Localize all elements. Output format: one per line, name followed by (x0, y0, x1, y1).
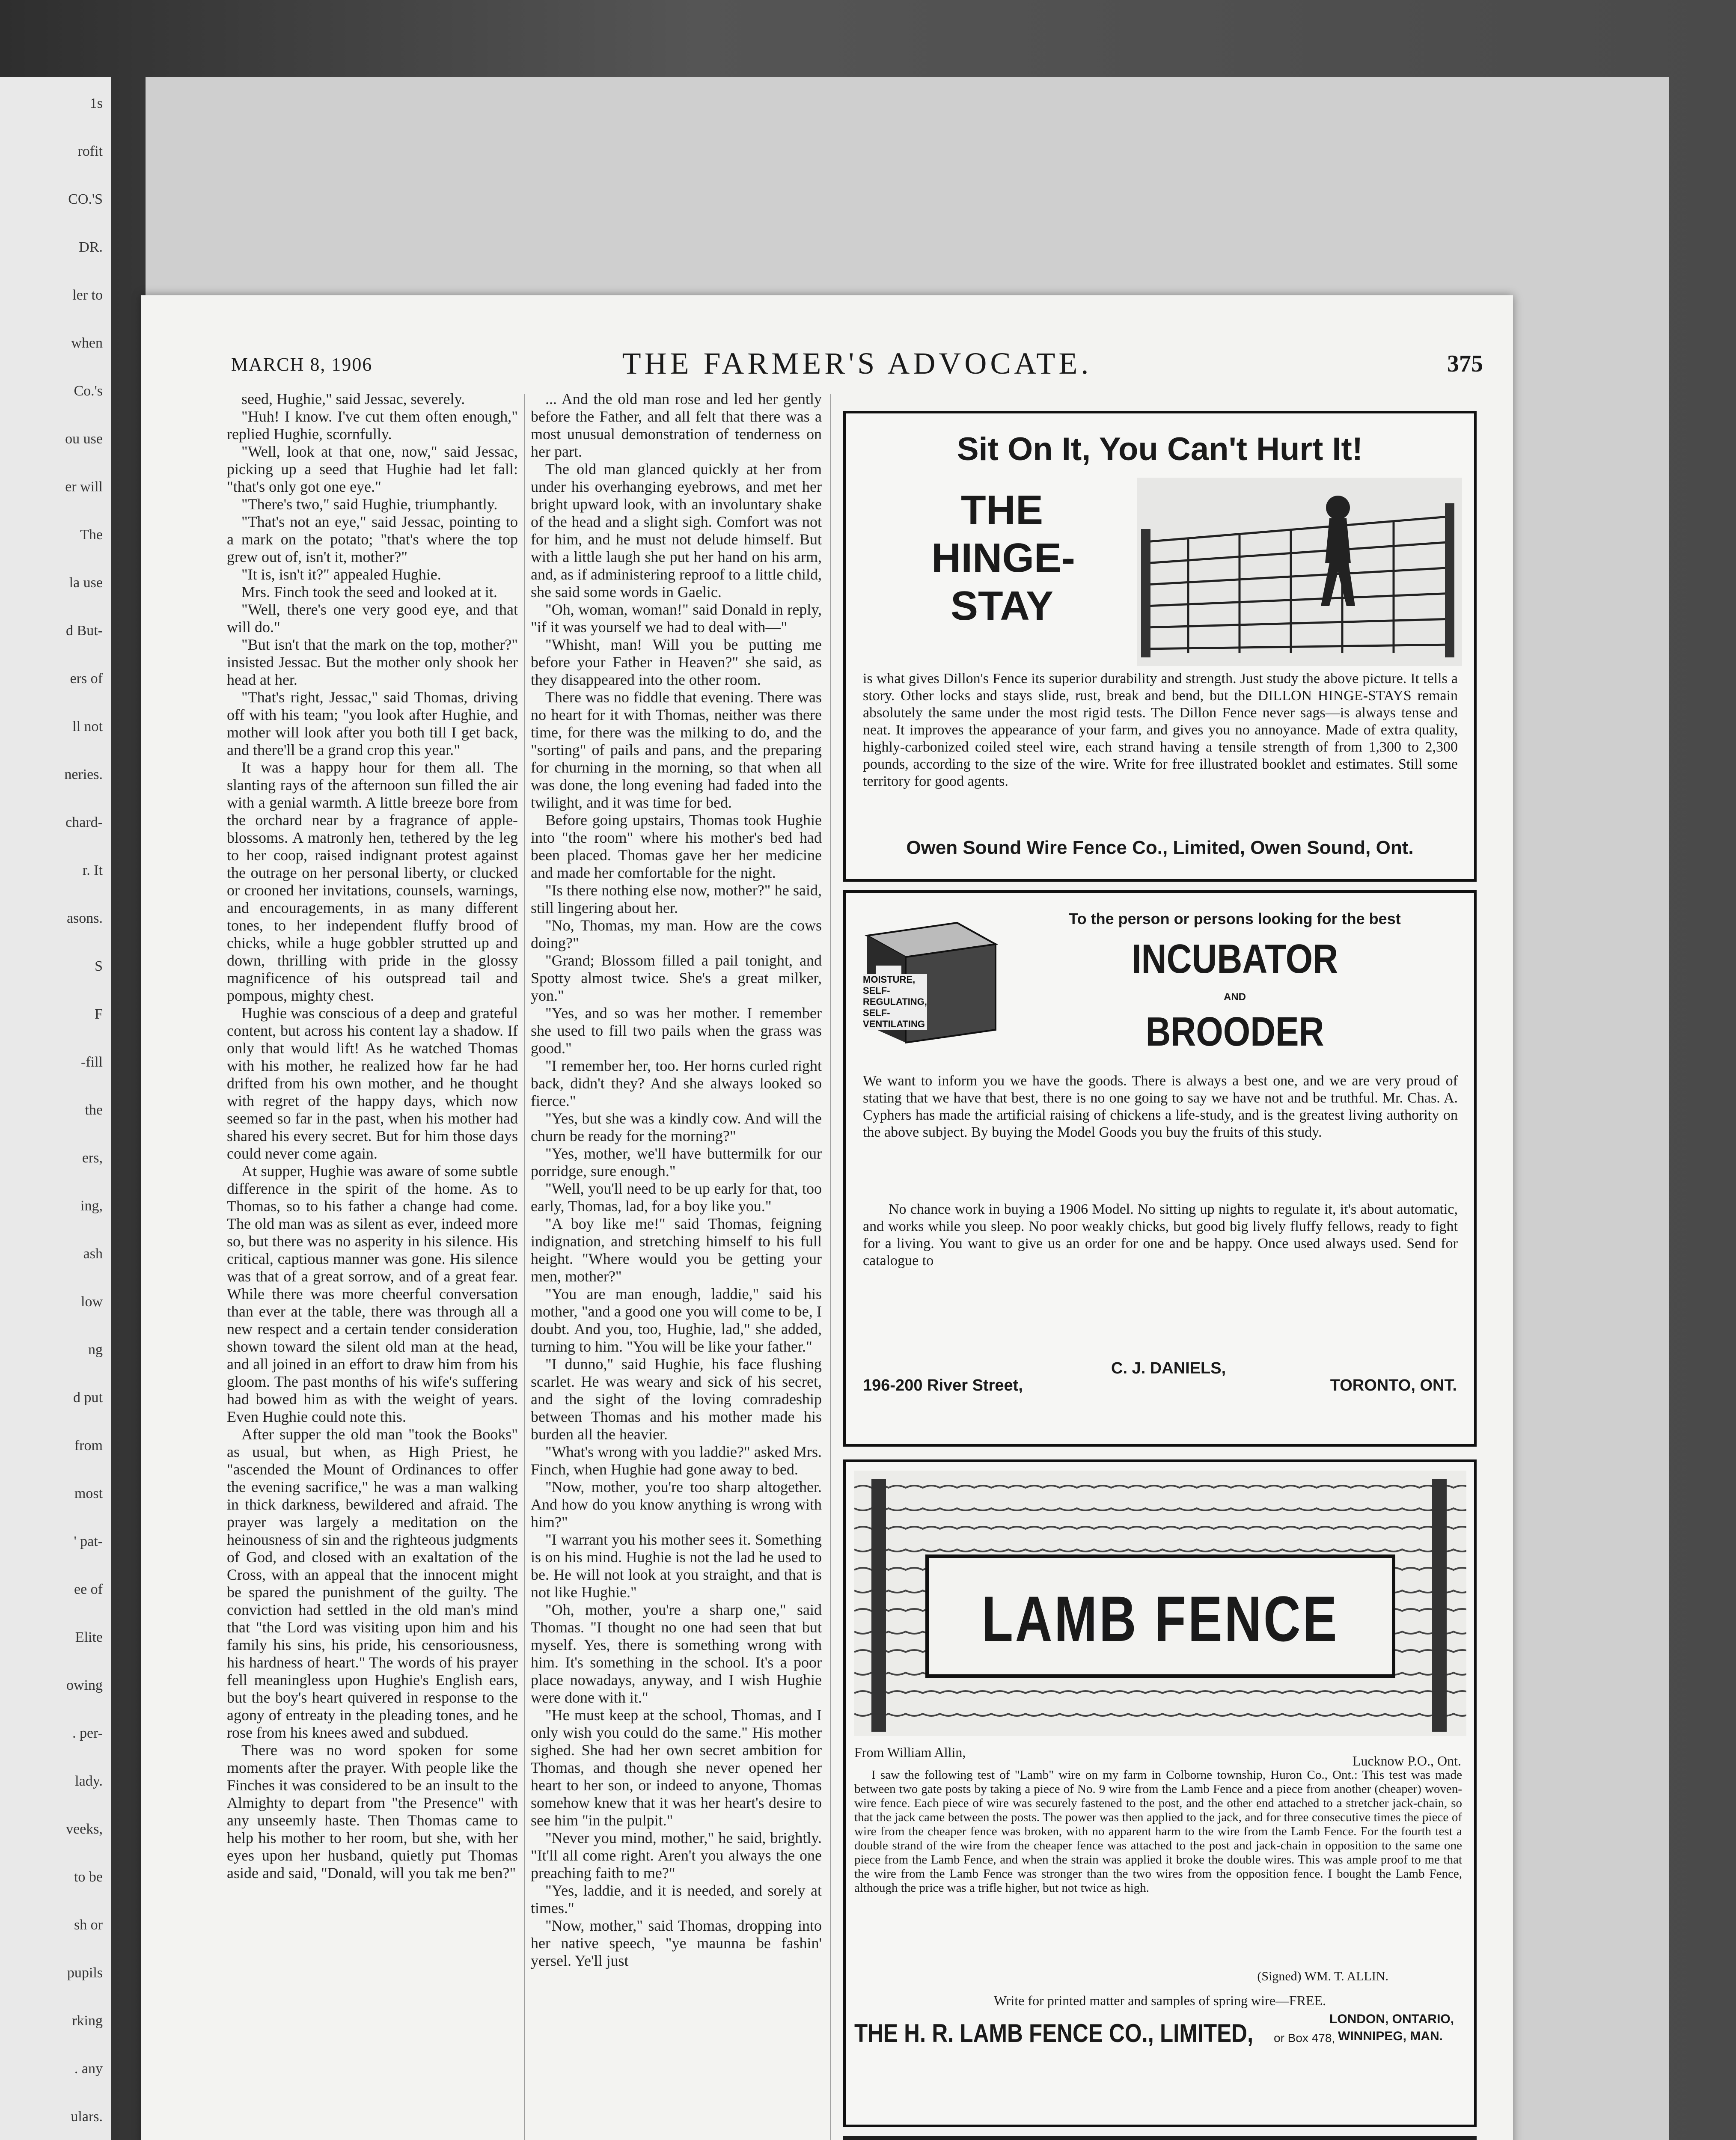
incubator-city: TORONTO, ONT. (1330, 1376, 1457, 1394)
testimonial-signed: (Signed) WM. T. ALLIN. (1257, 1969, 1388, 1983)
left-page-fragment: ou use (65, 431, 103, 447)
left-page-fragment: la use (69, 575, 103, 591)
story-paragraph: "I warrant you his mother sees it. Something is on his mind. Hughie is not the lad he used to be. He will not look at you straight, and that is not like Hughie." (531, 1531, 822, 1601)
column-rule (830, 394, 831, 2140)
story-paragraph: The old man glanced quickly at her from under his overhanging eyebrows, and met her bright upward look, with an involuntary shake of the head and a slight sigh. Comfort was not for him, and he must not delude himself. But with a little laugh she put her hand on his arm, and, as if administering reproof to a little child, she said some words in Gaelic. (531, 461, 822, 600)
testimonial-location: Lucknow P.O., Ont. (1352, 1753, 1461, 1768)
lamb-city-1: LONDON, ONTARIO, (1329, 2012, 1454, 2026)
story-paragraph: "Well, you'll need to be up early for that, too early, Thomas, lad, for a boy like you." (531, 1180, 822, 1215)
story-paragraph: "That's not an eye," said Jessac, pointing to a mark on the potato; "that's where the top grew out of, isn't it, mother?" (227, 513, 518, 565)
story-paragraph: "Whisht, man! Will you be putting me before your Father in Heaven?" she said, as they disappeared into the other room. (531, 636, 822, 688)
ad-headline: Sit On It, You Can't Hurt It! (957, 431, 1363, 467)
fence-illustration (1137, 478, 1462, 666)
left-page-fragment: chard- (65, 814, 103, 830)
story-paragraph: "Well, look at that one, now," said Jessac, picking up a seed that Hughie had let fall: "that's only got one eye." (227, 443, 518, 495)
swenson-banner (843, 2136, 1477, 2140)
incubator-address: 196-200 River Street, (863, 1376, 1023, 1394)
story-paragraph: Before going upstairs, Thomas took Hughie into "the room" where his mother's bed had been placed. Thomas gave her her medicine and made her comfortable for the night. (531, 811, 822, 881)
left-page-fragment: the (85, 1102, 103, 1118)
left-page-fragment: owing (66, 1677, 103, 1693)
incubator-intro: To the person or persons looking for the best (1069, 910, 1401, 927)
lamb-write: Write for printed matter and samples of spring wire—FREE. (993, 1993, 1326, 2008)
story-paragraph: Hughie was conscious of a deep and grateful content, but across his content lay a shadow. If only that would lift! As he watched Thomas with his mother, he realized how far he had drifted from his own mother, and he thought with regret of the happy days, which now seemed so far in the past, when his mother had shared his every secret. But for him those days could never come again. (227, 1005, 518, 1162)
ad-body: is what gives Dillon's Fence its superior durability and strength. Just study the above picture. It tells a story. Other locks and stays slide, rust, break and bend, but the DILLON HINGE-STAYS remain absolutely the same under the most rigid tests. The Dillon Fence never sags—is always tense and neat. It improves the appearance of your farm, and gives you no annoyance. Made of extra quality, highly-carbonized coiled steel wire, each strand having a tensile strength of from 1,300 to 2,300 pounds, according to the size of the wire. Write for free illustrated booklet and estimates. Still some territory for good agents. (863, 671, 1458, 789)
left-page-fragment: most (74, 1486, 103, 1501)
left-page-fragment: ulars. (71, 2109, 103, 2125)
left-page-fragment: neries. (64, 767, 103, 782)
story-paragraph: "What's wrong with you laddie?" asked Mrs. Finch, when Hughie had gone away to bed. (531, 1443, 822, 1478)
left-page-fragment: rking (72, 2013, 103, 2029)
hinge-stay-title: THE HINGE- STAY (931, 487, 1075, 629)
story-paragraph: "That's right, Jessac," said Thomas, driving off with his team; "you look after Hughie, and mother will look after you both till I get back, and there'll be a grand crop this year." (227, 689, 518, 758)
left-page-fragment: S (95, 958, 103, 974)
story-paragraph: Mrs. Finch took the seed and looked at it. (241, 583, 497, 600)
column-rule (524, 394, 525, 2140)
lamb-city-2: WINNIPEG, MAN. (1338, 2029, 1443, 2043)
left-page-fragment: -fill (81, 1054, 103, 1070)
newspaper-page (141, 295, 1513, 2140)
left-page-fragment: . per- (72, 1725, 103, 1741)
story-column-1 (227, 390, 518, 2140)
story-paragraph: There was no fiddle that evening. There was no heart for it with Thomas, neither was there time, for there was the milking to do, and the "sorting" of pails and pans, and the preparing for churning in the morning, so that when all was done, the long evening had faded into the twilight, and it was time for bed. (531, 689, 822, 811)
story-paragraph: "Grand; Blossom filled a pail tonight, and Spotty almost twice. She's a great milker, yon." (531, 952, 822, 1004)
lamb-box: or Box 478, (1274, 2031, 1335, 2045)
ad-lamb-fence (843, 1459, 1477, 2127)
story-paragraph: seed, Hughie," said Jessac, severely. (241, 390, 465, 407)
story-paragraph: "Yes, and so was her mother. I remember she used to fill two pails when the grass was good." (531, 1005, 822, 1057)
left-page-fragment: pupils (67, 1965, 103, 1981)
story-paragraph: It was a happy hour for them all. The slanting rays of the afternoon sun filled the air with a genial warmth. A little breeze bore from the orchard near by a fragrance of apple-blossoms. A matronly hen, tethered by the leg to her coop, raised indignant protest against the outrage on her personal liberty, or clucked or crooned her invitations, counsels, warnings, and encouragements, in as many different tones, to her independent fluffy brood of chicks, while a huge gobbler strutted up and down, thrilling with pride in the glossy magnificence of his outspread tail and pompous, mighty chest. (227, 759, 518, 1004)
ad-company: Owen Sound Wire Fence Co., Limited, Owen Sound, Ont. (906, 837, 1414, 858)
incubator-and: AND (1224, 991, 1246, 1003)
left-page-fragment: rofit (77, 143, 103, 159)
story-paragraph: "Is there nothing else now, mother?" he said, still lingering about her. (531, 882, 822, 916)
story-paragraph: "But isn't that the mark on the top, mother?" insisted Jessac. But the mother only shook her head at her. (227, 636, 518, 688)
left-page-fragment: ' pat- (74, 1534, 103, 1549)
lamb-fence-logo: LAMB FENCE (981, 1583, 1339, 1655)
story-paragraph: "A boy like me!" said Thomas, feigning indignation, and stretching himself to his full height. "Where would you be getting your men, mother?" (531, 1215, 822, 1285)
story-paragraph: There was no word spoken for some moments after the prayer. With people like the Finches it was considered to be an insult to the Almighty to depart from "the Presence" with any unseemly haste. Then Thomas came to help his mother to her room, but she, with her eyes upon her husband, quietly put Thomas aside and said, "Donald, will you tak me ben?" (227, 1742, 518, 1881)
story-paragraph: "Never you mind, mother," he said, brightly. "It'll all come right. Aren't you always the one preaching faith to me?" (531, 1829, 822, 1881)
adjacent-left-page (0, 77, 111, 2140)
story-paragraph: "You are man enough, laddie," said his mother, "and a good one you will come to be, I doubt. And you, too, Hughie, lad," she added, turning to him. "You will be like your father." (531, 1285, 822, 1355)
story-paragraph: After supper the old man "took the Books" as usual, but when, as High Priest, he "ascended the Mount of Ordinances to offer the evening sacrifice," he was a man walking in thick darkness, bewildered and afraid. The prayer was largely a meditation on the heinousness of sin and the righteous judgments of God, and closed with an exaltation of the Cross, with an appeal that the innocent might be spared the punishment of the guilty. The conviction had settled in the old man's mind that "the Lord was visiting upon him and his family his sins, his pride, his censoriousness, his hardness of heart." The words of his prayer fell meaningless upon Hughie's English ears, but the boy's heart quivered in response to the agony of entreaty in the pleading tones, and he rose from his knees awed and subdued. (227, 1426, 518, 1741)
story-paragraph: "Well, there's one very good eye, and that will do." (227, 601, 518, 636)
story-paragraph: "Oh, woman, woman!" said Donald in reply, "if it was yourself we had to deal with—" (531, 601, 822, 636)
left-page-fragment: er will (65, 479, 103, 495)
left-page-fragment: r. It (82, 862, 103, 878)
left-page-fragment: asons. (66, 910, 103, 926)
incubator-title: INCUBATOR (1131, 936, 1338, 982)
left-page-fragment: The (80, 527, 103, 543)
story-paragraph: "Oh, mother, you're a sharp one," said Thomas. "I thought no one had seen that but myself. Yes, there is something wrong with him. It's something in the school. It's a poor place nowadays, anyway, and I wish Hughie were done with it." (531, 1601, 822, 1706)
story-paragraph: At supper, Hughie was aware of some subtle difference in the spirit of the home. As to Thomas, so to his father a change had come. The old man was as silent as ever, indeed more so, but there was no asperity in his silence. His critical, captious manner was gone. His silence was that of a great sorrow, and of a great fear. While there was more cheerful conversation than ever at the table, there was through all a new respect and a certain tender consideration shown toward the silent old man at the head, and all joined in an effort to draw him from his gloom. The past months of his wife's suffering had bowed him as with the weight of years. Even Hughie could note this. (227, 1162, 518, 1425)
story-paragraph: "I dunno," said Hughie, his face flushing scarlet. He was weary and sick of his secret, and the sight of the loving comradeship between Thomas and his mother made his burden all the heavier. (531, 1355, 822, 1443)
story-paragraph: "It is, isn't it?" appealed Hughie. (241, 566, 441, 583)
left-page-fragment: ash (83, 1246, 103, 1262)
lamb-company: THE H. R. LAMB FENCE CO., LIMITED, (854, 2019, 1254, 2048)
left-page-fragment: F (95, 1006, 103, 1022)
left-page-fragment: from (74, 1438, 103, 1453)
story-paragraph: "Yes, but she was a kindly cow. And will the churn be ready for the morning?" (531, 1110, 822, 1144)
story-paragraph: "Yes, mother, we'll have buttermilk for our porridge, sure enough." (531, 1145, 822, 1180)
story-paragraph: "I remember her, too. Her horns curled right back, didn't they? And she always looked so fierce." (531, 1057, 822, 1109)
ad-hinge-stay (843, 411, 1477, 882)
left-page-fragment: lady. (75, 1773, 103, 1789)
testimonial-body: I saw the following test of "Lamb" wire on my farm in Colborne township, Huron Co., Ont.: This test was made between two gate posts by taking a piece of No. 9 wire from the Lamb Fence and a piece from another (cheaper) woven-wire fence. Each piece of wire was securely fastened to the post, and the other end attached to a stretcher jack-chain, so that the jack came between the posts. The power was then applied to the jack, and for three consecutive times the piece of wire from the cheaper fence was broken, with no apparent harm to the wire from the Lamb Fence. For the fourth test a double strand of the wire from the cheaper fence was attached to the post and jack-chain in opposition to the same one piece from the Lamb Fence, and when the strain was applied it broke the double wires. This was ample proof to me that the wire from the Lamb Fence was stronger than the two wires from the opposition fence. I bought the Lamb Fence, although the price was a trifle higher, but not twice as high. (854, 1768, 1462, 1895)
left-page-fragment: to be (74, 1869, 103, 1885)
left-page-fragment: when (71, 335, 103, 351)
left-page-fragment: ng (88, 1342, 103, 1358)
left-page-fragment: CO.'S (68, 191, 103, 207)
left-page-fragment: d put (73, 1390, 103, 1406)
story-column-2 (531, 390, 822, 2140)
left-page-fragment: ers, (82, 1150, 103, 1166)
left-page-fragment: Elite (75, 1629, 103, 1645)
left-page-fragment: ll not (72, 719, 103, 734)
left-page-fragment: 1s (89, 95, 103, 111)
masthead-title: THE FARMER'S ADVOCATE. (622, 346, 1092, 380)
left-page-fragment: ee of (74, 1581, 103, 1597)
story-paragraph: "There's two," said Hughie, triumphantly. (241, 496, 498, 513)
testimonial-from: From William Allin, (854, 1745, 966, 1760)
left-page-fragment: low (81, 1294, 103, 1310)
incubator-box-label: MOISTURE, SELF-REGULATING, SELF-VENTILATING (863, 974, 927, 1029)
story-paragraph: "Now, mother," said Thomas, dropping into her native speech, "ye maunna be fashin' yersel. Ye'll just (531, 1917, 822, 1969)
story-paragraph: "No, Thomas, my man. How are the cows doing?" (531, 917, 822, 951)
story-paragraph: "He must keep at the school, Thomas, and I only wish you could do the same." His mother sighed. She had her own secret ambition for Thomas, and though she never opened her heart to her son, or indeed to anyone, Thomas somehow knew that it was her heart's desire to see him "in the pulpit." (531, 1706, 822, 1829)
story-paragraph: "Now, mother, you're too sharp altogether. And how do you know anything is wrong with him?" (531, 1478, 822, 1531)
story-paragraph: ... And the old man rose and led her gently before the Father, and all felt that there was a most unusual demonstration of tenderness on her part. (531, 390, 822, 460)
story-paragraph: "Huh! I know. I've cut them often enough," replied Hughie, scornfully. (227, 408, 518, 443)
incubator-body-2: No chance work in buying a 1906 Model. No sitting up nights to regulate it, it's about automatic, and works while you sleep. No poor weakly chicks, but good big lively fluffy fellows, ready to fight for a living. You want to give us an order for one and be happy. Once used always used. Send for catalogue to (863, 1201, 1458, 1269)
ad-swenson-stump-puller (843, 2136, 1477, 2140)
left-page-fragment: ler to (72, 287, 103, 303)
left-page-fragment: . any (74, 2061, 103, 2077)
left-page-fragment: Co.'s (74, 383, 103, 399)
issue-date: MARCH 8, 1906 (231, 354, 373, 375)
left-page-fragment: sh or (74, 1917, 103, 1933)
incubator-name: C. J. DANIELS, (1111, 1359, 1226, 1377)
page-header (231, 346, 1483, 384)
story-paragraph: "Yes, laddie, and it is needed, and sorely at times." (531, 1882, 822, 1917)
left-page-fragment: veeks, (66, 1821, 103, 1837)
ad-incubator (843, 890, 1477, 1447)
brooder-title: BROODER (1145, 1009, 1324, 1055)
left-page-fragment: DR. (79, 239, 103, 255)
page-number: 375 (1447, 351, 1483, 377)
left-page-fragment: d But- (66, 623, 103, 639)
left-page-fragment: ing, (80, 1198, 103, 1214)
incubator-body-1: We want to inform you we have the goods. There is always a best one, and we are very proud of stating that we have that best, there is no one going to say we have not and be truthful. Mr. Chas. A. Cyphers has made the artificial raising of chickens a life-study, and is the greatest living authority on the above subject. By buying the Model Goods you buy the fruits of this study. (863, 1073, 1458, 1140)
left-page-fragment: ers of (70, 671, 103, 687)
